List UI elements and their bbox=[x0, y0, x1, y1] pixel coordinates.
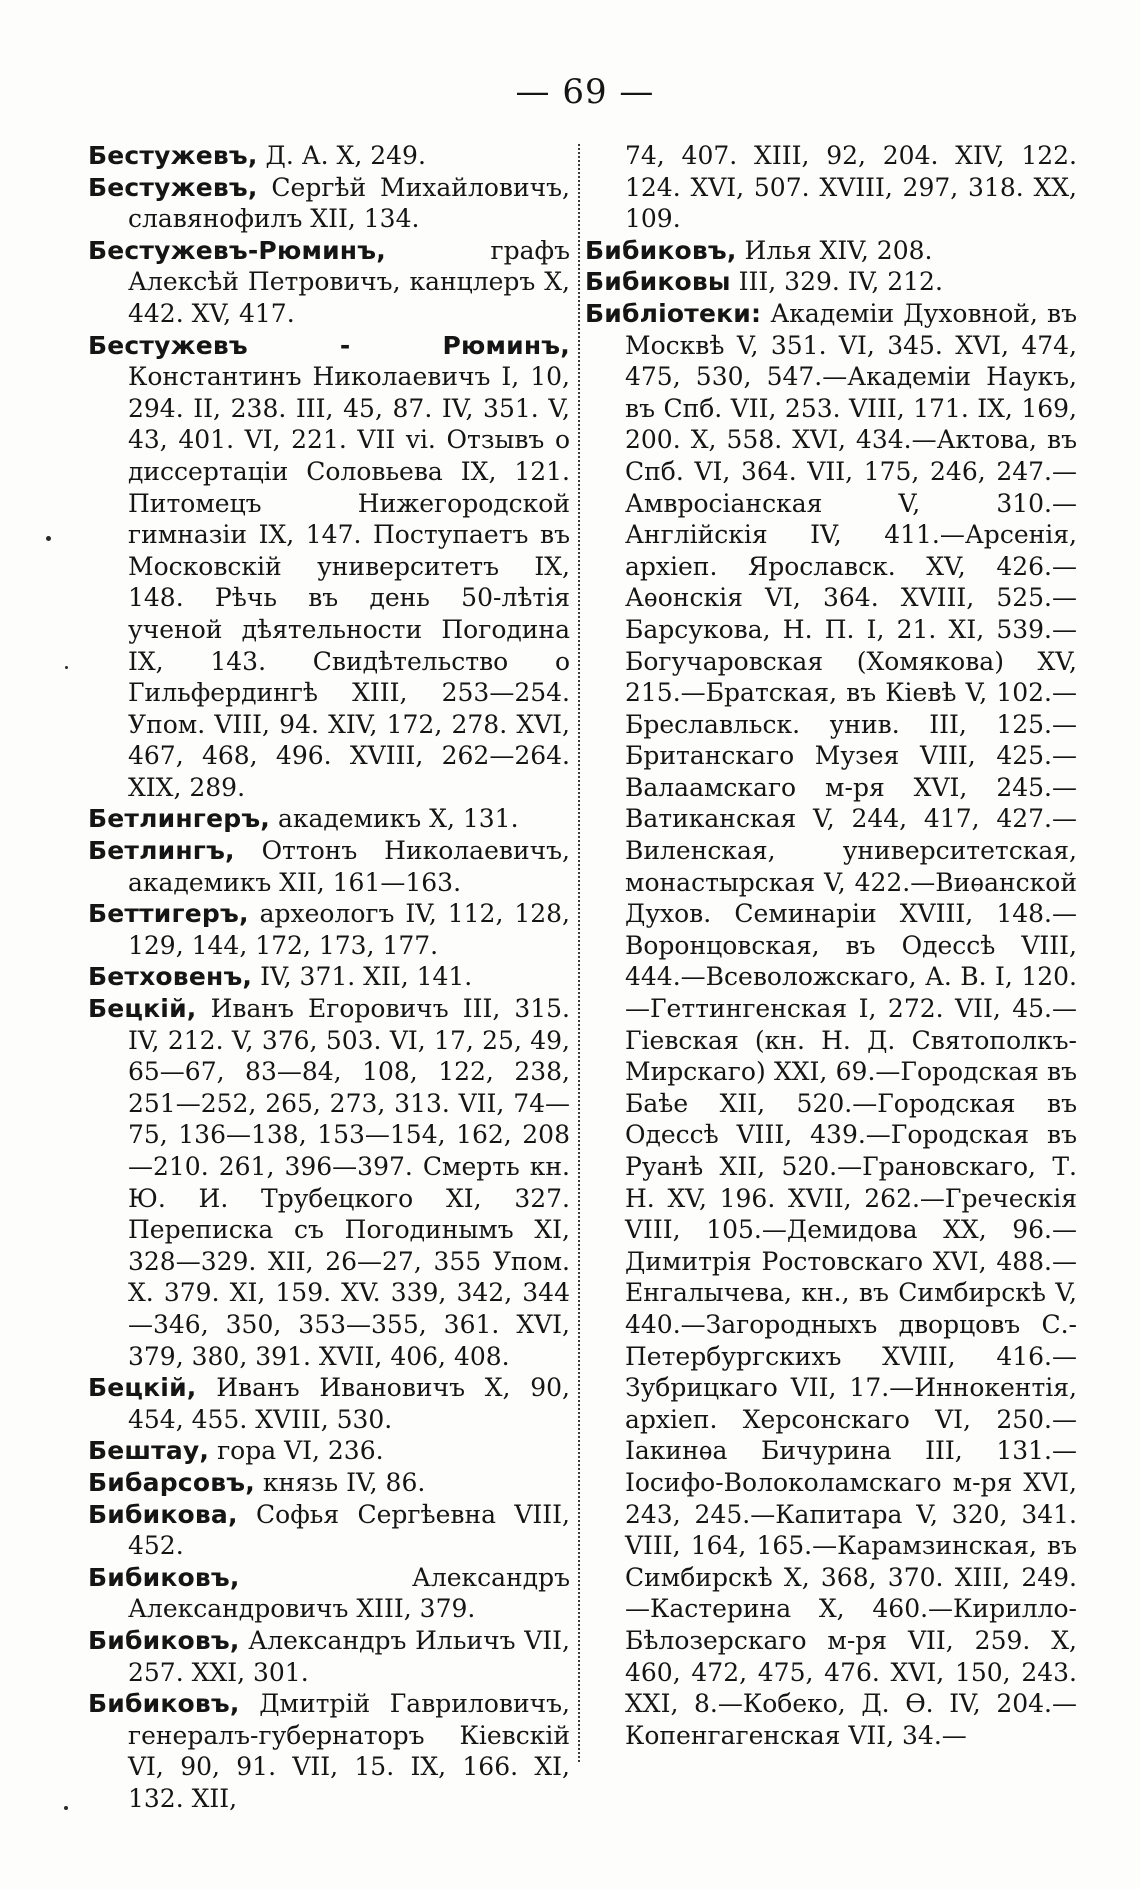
index-entry bbox=[88, 835, 570, 898]
column-divider bbox=[578, 144, 580, 1762]
index-entry bbox=[88, 1467, 570, 1499]
entry-text: академикъ X, 131. bbox=[270, 804, 519, 834]
index-entry bbox=[88, 803, 570, 835]
entry-heading: Бибикова, bbox=[88, 1499, 238, 1529]
index-entry bbox=[88, 1562, 570, 1625]
continued-entry-text: 74, 407. XIII, 92, 204. XIV, 122. 124. XVI, 507. XVIII, 297, 318. XX, 109. bbox=[625, 141, 1077, 234]
ink-speck bbox=[64, 1806, 68, 1810]
left-column bbox=[88, 140, 570, 1814]
entry-heading: Библіотеки: bbox=[585, 298, 762, 328]
entry-heading: Бестужевъ-Рюминъ, bbox=[88, 235, 386, 265]
index-entry bbox=[88, 961, 570, 993]
entry-heading: Бецкій, bbox=[88, 1373, 197, 1403]
index-entry bbox=[88, 172, 570, 235]
entry-text: IV, 371. XII, 141. bbox=[252, 962, 473, 992]
entry-text: гора VI, 236. bbox=[209, 1436, 384, 1466]
index-entry bbox=[585, 298, 1077, 1751]
index-entry bbox=[585, 266, 1077, 298]
entry-text: Дмитрій Гавриловичъ, генералъ-губернаторъ Кіевскій VI, 90, 91. VII, 15. IX, 166. XI, 132. XII, bbox=[128, 1689, 570, 1813]
right-column bbox=[585, 140, 1077, 1751]
entry-text: графъ Алексѣй Петровичъ, канцлеръ X, 442. XV, 417. bbox=[128, 235, 570, 328]
entry-heading: Бетлингеръ, bbox=[88, 804, 270, 834]
entry-heading: Бибиковъ, bbox=[88, 1689, 240, 1719]
entry-heading: Бестужевъ - Рюминъ, bbox=[88, 330, 570, 360]
index-entry bbox=[88, 1435, 570, 1467]
entry-heading: Бибиковъ, bbox=[585, 235, 737, 265]
index-entry bbox=[88, 1372, 570, 1435]
index-entry bbox=[88, 140, 570, 172]
entry-text: Д. А. X, 249. bbox=[257, 141, 426, 170]
ink-speck bbox=[46, 536, 51, 541]
ink-speck bbox=[65, 666, 68, 669]
index-entry bbox=[88, 1688, 570, 1814]
index-entry bbox=[88, 235, 570, 330]
entry-heading: Бетлингъ, bbox=[88, 836, 235, 866]
page-number: — 69 — bbox=[515, 72, 655, 112]
entry-text: Оттонъ Николаевичъ, академикъ XII, 161—163. bbox=[128, 836, 570, 897]
index-entry bbox=[88, 1499, 570, 1562]
index-entry bbox=[88, 330, 570, 804]
entry-heading: Бибиковъ, bbox=[88, 1625, 240, 1655]
entry-heading: Бецкій, bbox=[88, 994, 197, 1024]
index-entry bbox=[88, 993, 570, 1372]
index-entry bbox=[88, 1625, 570, 1688]
entry-text: Академіи Духовной, въ Москвѣ V, 351. VI, 345. XVI, 474, 475, 530, 547.—Академіи Наукъ, въ Спб. VII, 253. VIII, 171. IX, 169, 200. X, 558. XVI, 434.—Актова, въ Спб. VI, 364. VII, 175, 246, 247.—Амвросіанская V, 310.—Англійскія IV, 411.—Арсенія, архіеп. Ярославск. XV, 426.—Аѳонскія VI, 364. XVIII, 525.—Барсукова, Н. П. I, 21. XI, 539.—Богучаровская (Хомякова) XV, 215.—Братская, въ Кіевѣ V, 102.—Бреславльск. унив. III, 125.—Британскаго Музея VIII, 425.—Валаамскаго м-ря XVI, 245.—Ватиканская V, 244, 417, 427.—Виленская, университетская, монастырская V, 422.—Виѳанской Духов. Семинаріи XVIII, 148.—Воронцовская, въ Одессѣ VIII, 444.—Всеволожскаго, А. В. I, 120.—Геттингенская I, 272. VII, 45.—Гіевская (кн. Н. Д. Святополкъ-Мирскаго) XXI, 69.—Городская въ Баѣе XII, 520.—Городская въ Одессѣ VIII, 439.—Городская въ Руанѣ XII, 520.—Грановскаго, Т. Н. XV, 196. XVII, 262.—Греческія VIII, 105.—Демидова XX, 96.—Димитрія Ростовскаго XVI, 488.—Енгалычева, кн., въ Симбирскѣ V, 440.—Загородныхъ дворцовъ С.-Петербургскихъ XVIII, 416.—Зубрицкаго VII, 17.—Иннокентія, архіеп. Херсонскаго VI, 250.—Іакинѳа Бичурина III, 131.—Іосифо-Волоколамскаго м-ря XVI, 243, 245.—Капитара V, 320, 341. VIII, 164, 165.—Карамзинская, въ Симбирскѣ X, 368, 370. XIII, 249.—Кастерина X, 460.—Кирилло-Бѣлозерскаго м-ря VII, 259. X, 460, 472, 475, 476. XVI, 150, 243. XXI, 8.—Кобеко, Д. Ѳ. IV, 204.—Копенгагенская VII, 34.— bbox=[625, 298, 1077, 1750]
entry-heading: Бестужевъ, bbox=[88, 141, 258, 170]
index-entry bbox=[585, 235, 1077, 267]
entry-heading: Бетховенъ, bbox=[88, 962, 253, 992]
entry-heading: Бибиковы bbox=[585, 267, 731, 297]
entry-heading: Бестужевъ, bbox=[88, 172, 258, 202]
entry-heading: Беттигеръ, bbox=[88, 899, 249, 929]
entry-text: Илья XIV, 208. bbox=[736, 235, 933, 265]
entry-text: князь IV, 86. bbox=[254, 1467, 426, 1497]
entry-text: археологъ IV, 112, 128, 129, 144, 172, 173, 177. bbox=[128, 899, 570, 960]
entry-text: Иванъ Егоровичъ III, 315. IV, 212. V, 376, 503. VI, 17, 25, 49, 65—67, 83—84, 108, 122, 238, 251—252, 265, 273, 313. VII, 74—75, 136—138, 153—154, 162, 208—210. 261, 396—397. Смерть кн. Ю. И. Трубецкого XI, 327. Переписка съ Погодинымъ XI, 328—329. XII, 26—27, 355 Упом. X. 379. XI, 159. XV. 339, 342, 344—346, 350, 353—355, 361. XVI, 379, 380, 391. XVII, 406, 408. bbox=[128, 994, 570, 1371]
index-entry bbox=[88, 898, 570, 961]
entry-text: Иванъ Ивановичъ X, 90, 454, 455. XVIII, 530. bbox=[128, 1373, 570, 1434]
entry-text: Александръ Александровичъ XIII, 379. bbox=[128, 1562, 570, 1624]
entry-text: Константинъ Николаевичъ I, 10, 294. II, 238. III, 45, 87. IV, 351. V, 43, 401. VI, 221. VII vi. Отзывъ о диссертаціи Соловьева IX, 121. Питомецъ Нижегородской гимназіи IX, 147. Поступаетъ въ Московскій университетъ IX, 148. Рѣчь въ день 50-лѣтія ученой дѣятельности Погодина IX, 143. Свидѣтельство о Гильфердингѣ XIII, 253—254. Упом. VIII, 94. XIV, 172, 278. XVI, 467, 468, 496. XVIII, 262—264. XIX, 289. bbox=[128, 362, 570, 802]
entry-text: Сергѣй Михайловичъ, славянофилъ XII, 134. bbox=[128, 172, 570, 234]
entry-text: Софья Сергѣевна VIII, 452. bbox=[128, 1499, 570, 1561]
entry-text: Александръ Ильичъ VII, 257. XXI, 301. bbox=[128, 1625, 570, 1687]
entry-heading: Бибиковъ, bbox=[88, 1562, 240, 1592]
entry-heading: Бештау, bbox=[88, 1436, 210, 1466]
entry-heading: Бибарсовъ, bbox=[88, 1467, 255, 1497]
entry-text: III, 329. IV, 212. bbox=[730, 267, 943, 297]
